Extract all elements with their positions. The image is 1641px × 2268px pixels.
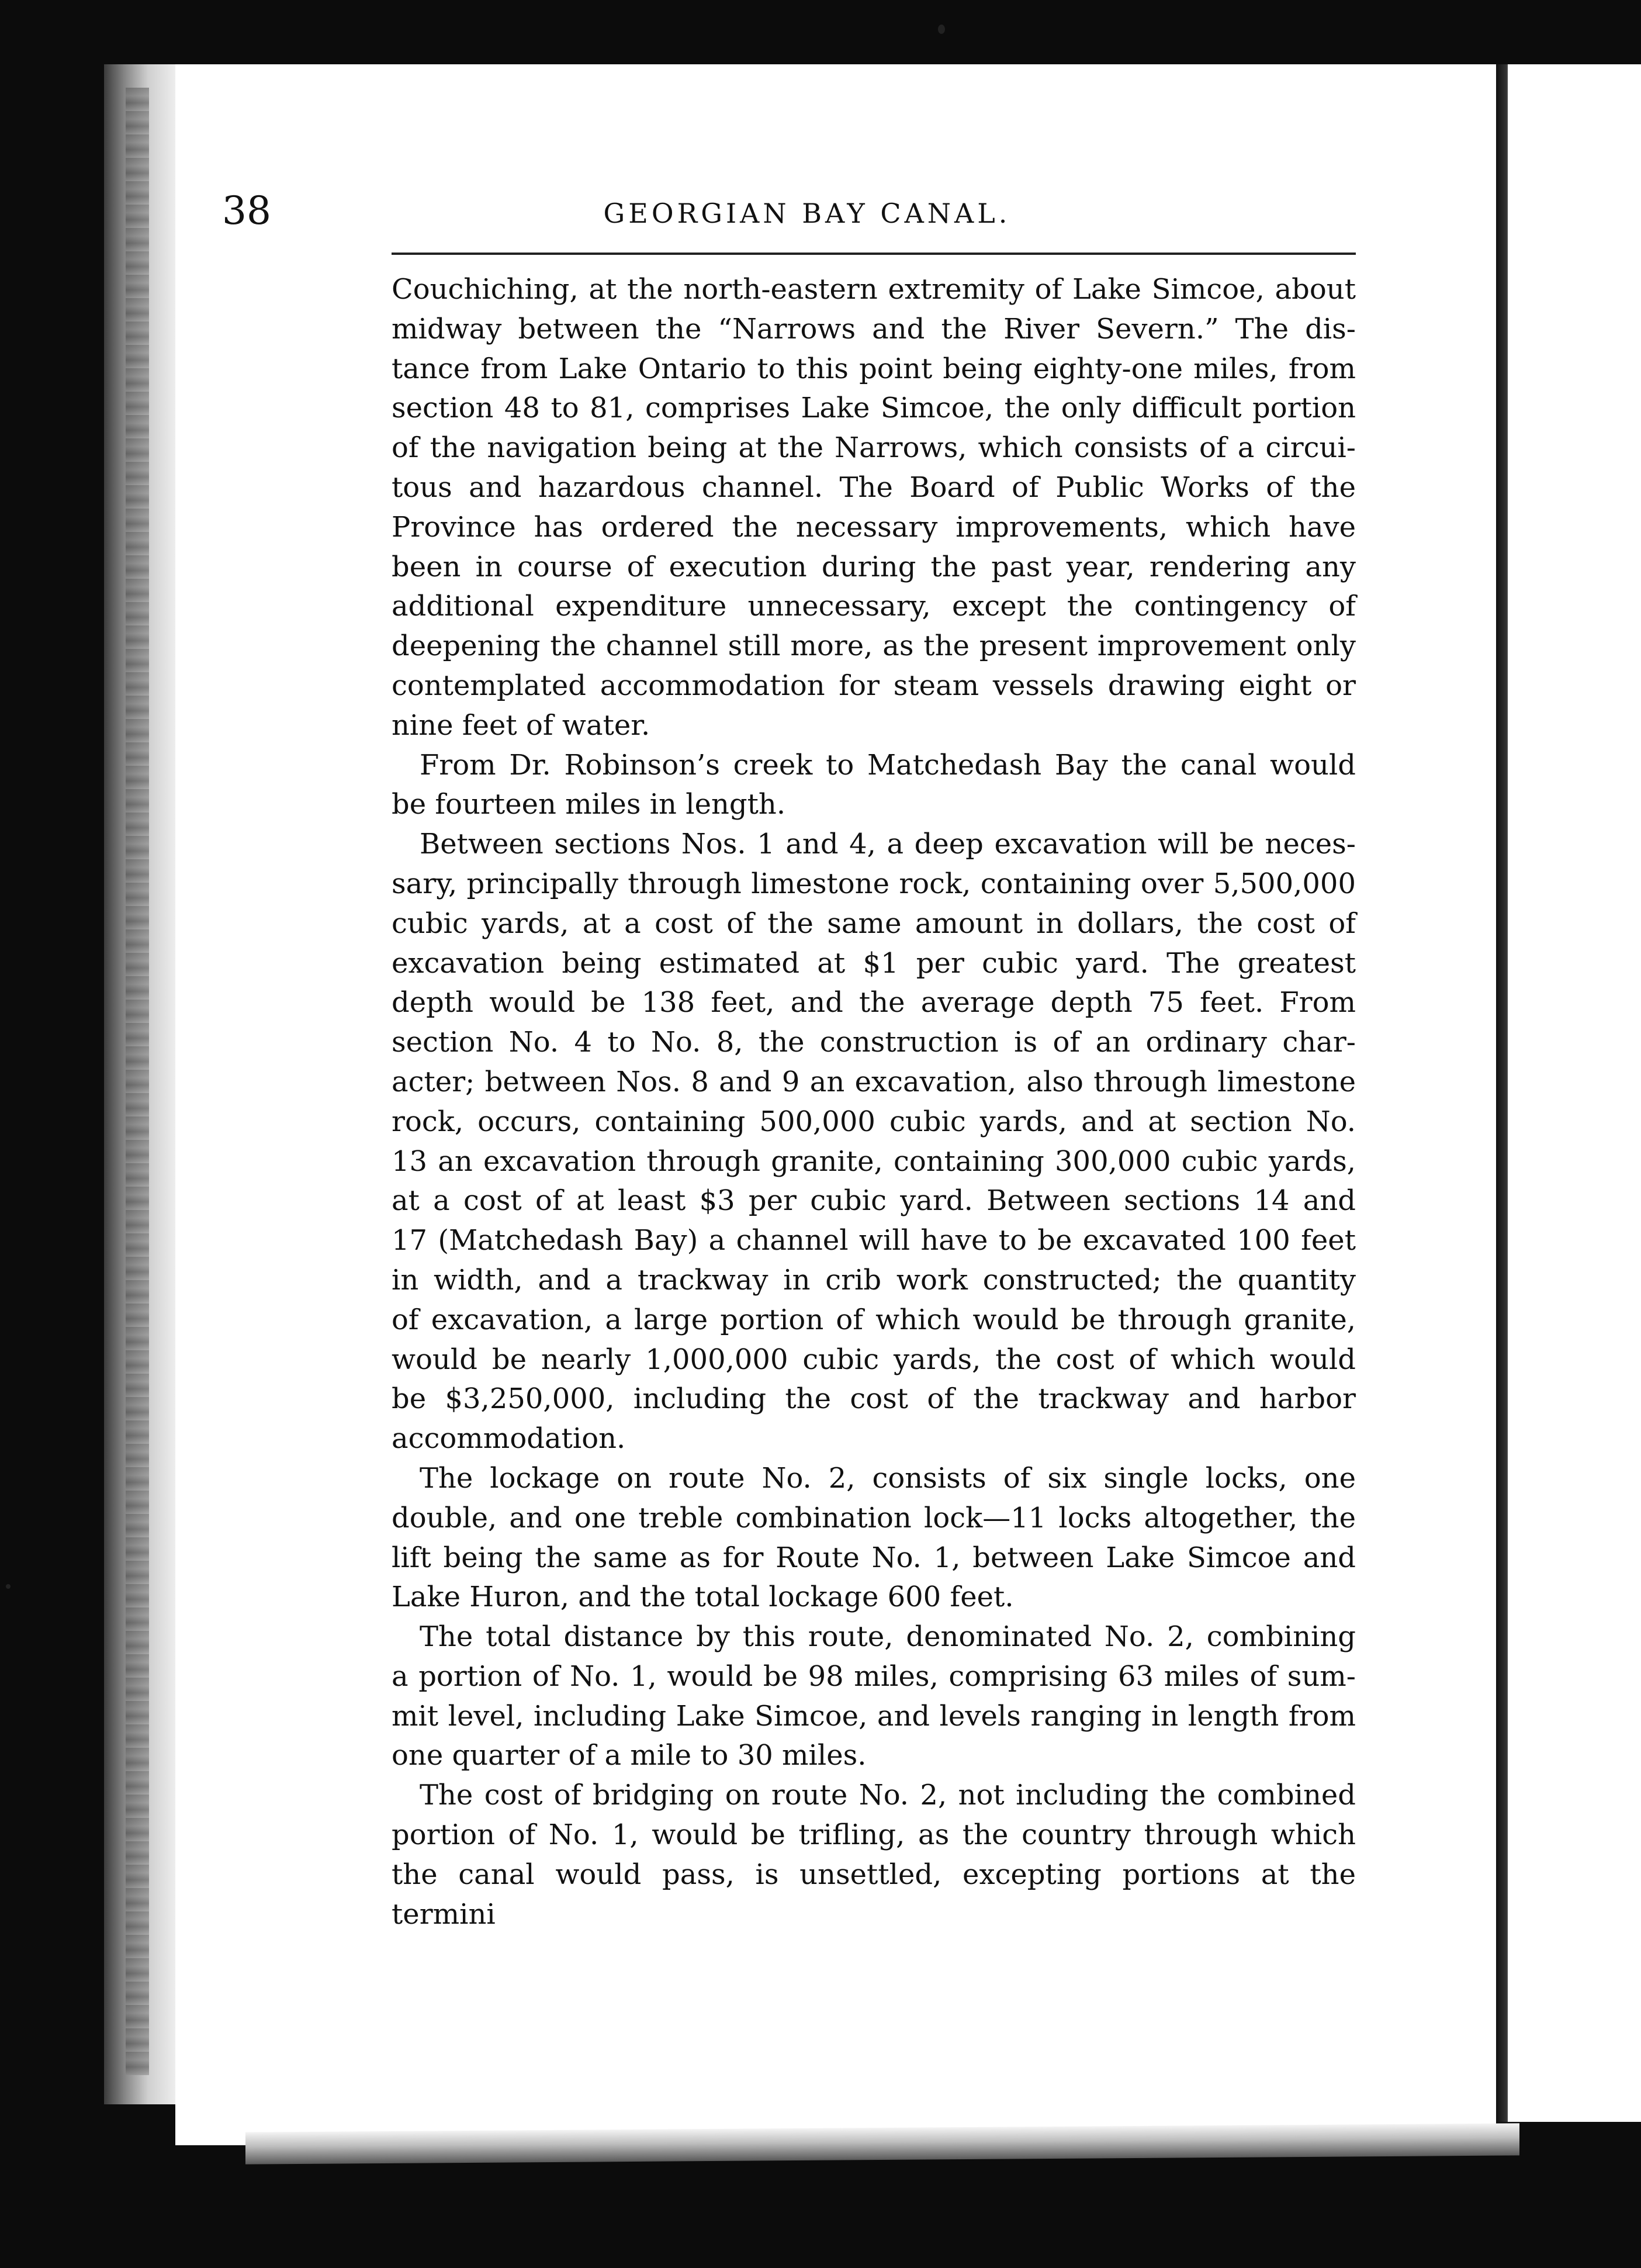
text-line: depth would be 138 feet, and the average depth 75 feet. From (392, 986, 1356, 1019)
text-line: excavation being estimated at $1 per cubic yard. The greatest (392, 946, 1356, 980)
scan-speck (938, 25, 945, 34)
text-line: From Dr. Robinson’s creek to Matchedash Bay the canal would (420, 748, 1356, 782)
text-line: been in course of execution during the past year, rendering any (392, 550, 1356, 583)
text-line: tous and hazardous channel. The Board of Public Works of the (392, 471, 1356, 504)
text-line: lift being the same as for Route No. 1, between Lake Simcoe and (392, 1541, 1356, 1574)
text-line: of excavation, a large portion of which would be through granite, (392, 1303, 1356, 1336)
text-line: be fourteen miles in length. (392, 788, 786, 821)
text-line: double, and one treble combination lock—11 locks altogether, the (392, 1501, 1356, 1534)
text-line: the canal would pass, is unsettled, excepting portions at the termini (392, 1858, 1356, 1931)
text-line: deepening the channel still more, as the present improvement only (392, 630, 1356, 663)
text-line: The cost of bridging on route No. 2, not including the combined (420, 1779, 1356, 1812)
text-line: nine feet of water. (392, 708, 650, 742)
text-line: additional expenditure unnecessary, except the contingency of (392, 590, 1356, 623)
text-line: The total distance by this route, denominated No. 2, combining (420, 1620, 1356, 1654)
text-line: accommodation. (392, 1422, 626, 1455)
text-line: The lockage on route No. 2, consists of six single locks, one (420, 1461, 1356, 1495)
text-line: cubic yards, at a cost of the same amount in dollars, the cost of (392, 907, 1356, 940)
text-line: section 48 to 81, comprises Lake Simcoe, the only difficult portion (392, 392, 1356, 425)
scan-speck (6, 1584, 11, 1589)
running-title: GEORGIAN BAY CANAL. (603, 198, 1011, 229)
text-line: of the navigation being at the Narrows, which consists of a circui- (392, 431, 1356, 465)
text-line: be $3,250,000, including the cost of the trackway and harbor (392, 1382, 1356, 1416)
text-line: 13 an excavation through granite, containing 300,000 cubic yards, (392, 1145, 1356, 1178)
text-line: rock, occurs, containing 500,000 cubic yards, and at section No. (392, 1105, 1356, 1138)
body-text (392, 270, 1356, 1934)
text-line: portion of No. 1, would be trifling, as the country through which (392, 1818, 1356, 1852)
text-line: Lake Huron, and the total lockage 600 feet. (392, 1581, 1014, 1614)
text-line: a portion of No. 1, would be 98 miles, comprising 63 miles of sum- (392, 1659, 1356, 1693)
text-line: section No. 4 to No. 8, the construction is of an ordinary char- (392, 1026, 1356, 1059)
text-line: Couchiching, at the north-eastern extremity of Lake Simcoe, about (392, 273, 1356, 306)
text-line: one quarter of a mile to 30 miles. (392, 1739, 867, 1772)
header-rule (392, 253, 1356, 255)
page-number: 38 (222, 188, 271, 233)
text-line: Between sections Nos. 1 and 4, a deep excavation will be neces- (420, 828, 1356, 861)
running-header (222, 188, 1357, 241)
text-line: would be nearly 1,000,000 cubic yards, the cost of which would (392, 1343, 1356, 1376)
text-line: mit level, including Lake Simcoe, and levels ranging in length from (392, 1699, 1356, 1733)
text-line: at a cost of at least $3 per cubic yard. Between sections 14 and (392, 1184, 1356, 1218)
text-line: acter; between Nos. 8 and 9 an excavation, also through limestone (392, 1065, 1356, 1098)
text-line: contemplated accommodation for steam vessels drawing eight or (392, 669, 1356, 702)
text-line: midway between the “Narrows and the River Severn.” The dis- (392, 312, 1356, 345)
text-line: tance from Lake Ontario to this point being eighty-one miles, from (392, 352, 1356, 385)
page-stack-edge (126, 88, 149, 2075)
text-line: Province has ordered the necessary improvements, which have (392, 510, 1356, 544)
text-line: sary, principally through limestone rock, containing over 5,500,000 (392, 867, 1356, 900)
text-line: in width, and a trackway in crib work constructed; the quantity (392, 1263, 1356, 1297)
facing-page (1508, 64, 1641, 2122)
text-line: 17 (Matchedash Bay) a channel will have to be excavated 100 feet (392, 1224, 1356, 1257)
